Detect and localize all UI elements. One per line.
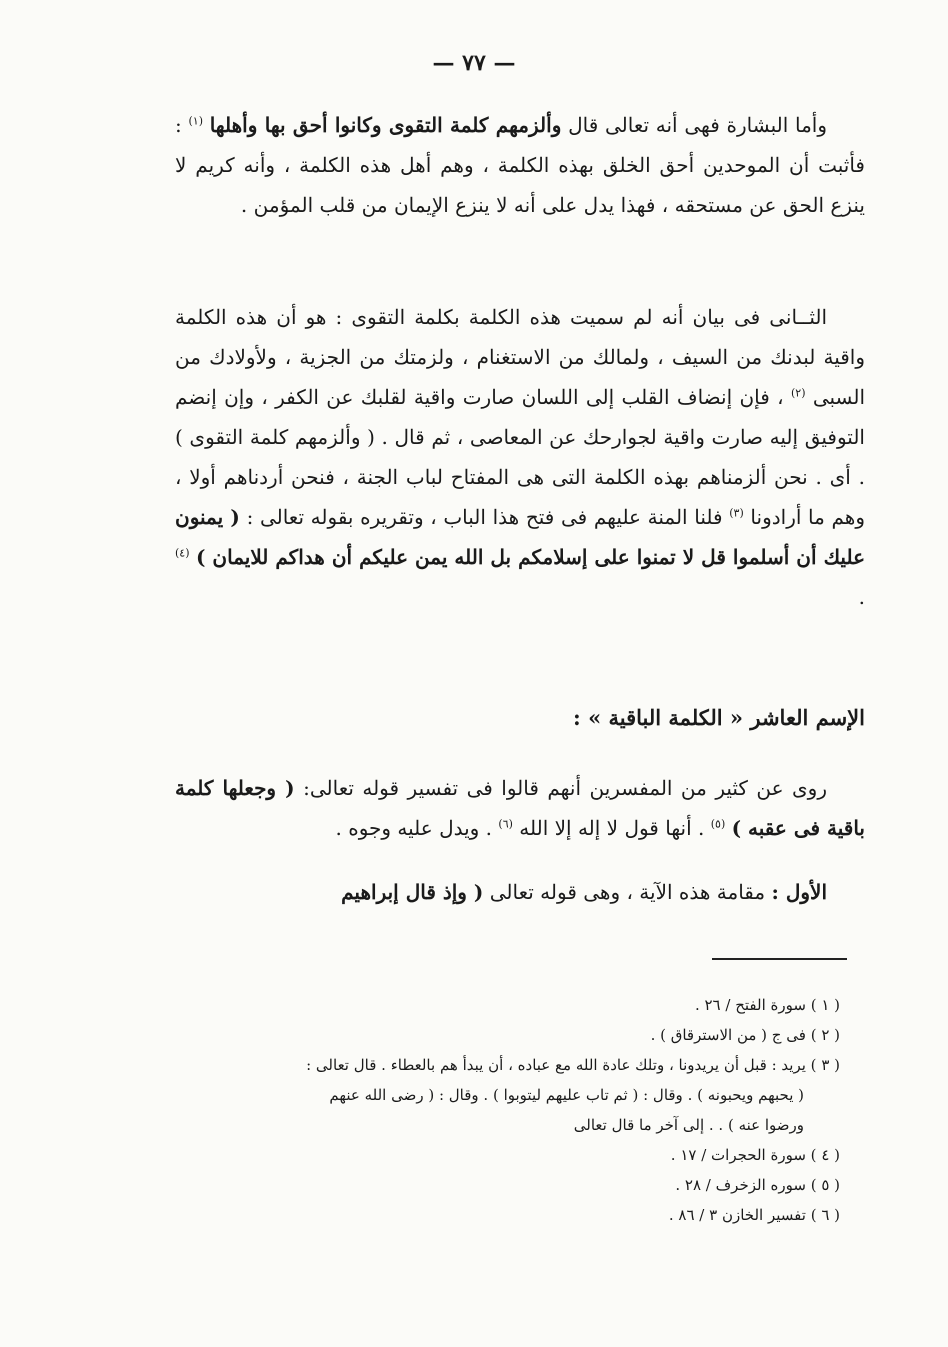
paragraph-text: . bbox=[858, 585, 865, 609]
paragraph-first-reason bbox=[175, 872, 865, 912]
paragraph-glad-tidings bbox=[175, 105, 865, 225]
footnote-marker: (١) bbox=[188, 114, 203, 128]
paragraph-text: روى عن كثير من المفسرين أنهم قالوا فى تفسير قوله تعالى: bbox=[303, 776, 828, 800]
footnote-marker: (٤) bbox=[175, 546, 190, 560]
section-heading: الإسم العاشر « الكلمة الباقية » : bbox=[573, 705, 865, 730]
footnote-1: ( ١ ) سورة الفتح / ٢٦ . bbox=[694, 996, 840, 1014]
footnote-3-continued: ( يحبهم ويحبونه ) . وقال : ( ثم تاب عليهم ليتوبوا ) . وقال : ( رضى الله عنهم bbox=[329, 1086, 804, 1104]
page-number: — ٧٧ — bbox=[432, 50, 516, 76]
quran-quote: ( يمنون عليك أن أسلموا قل لا تمنوا على إسلامكم بل الله يمن عليكم أن هداكم للايمان ) bbox=[175, 505, 866, 569]
footnote-3-continued: ورضوا عنه ) . . إلى آخر ما قال تعالى bbox=[573, 1116, 804, 1134]
paragraph-text: : فأثبت أن الموحدين أحق الخلق بهذه الكلمة ، وهم أهل هذه الكلمة ، وأنه كريم لا ينزع الحق عن مستحقه ، فهذا يدل على أنه لا ينزع الإيمان من قلب المؤمن . bbox=[175, 113, 865, 217]
footnote-marker: (٢) bbox=[790, 386, 806, 400]
paragraph-second bbox=[175, 297, 865, 617]
paragraph-text: فلنا المنة عليهم فى فتح هذا الباب ، وتقريره بقوله تعالى : bbox=[246, 505, 723, 529]
footnote-6: ( ٦ ) تفسير الخازن ٣ / ٨٦ . bbox=[668, 1206, 840, 1224]
paragraph-text: ، فإن إنضاف القلب إلى اللسان صارت واقية لقلبك عن الكفر ، وإن إنضم التوفيق إليه صارت واقية لجوارحك عن المعاصى ، ثم قال . ( وألزمهم كلمة التقوى ) . أى . نحن ألزمناهم بهذه الكلمة التى هى المفتاح لباب الجنة ، فنحن أردناهم أولا ، وهم ما أرادونا bbox=[175, 385, 866, 529]
quran-quote: ( وجعلها كلمة باقية فى عقبه ) bbox=[175, 776, 865, 840]
paragraph-text: . أنها قول لا إله إلا الله bbox=[519, 816, 705, 840]
paragraph-text: . ويدل عليه وجوه . bbox=[335, 816, 493, 840]
footnote-marker: (٣) bbox=[729, 506, 744, 520]
footnotes bbox=[170, 990, 840, 1230]
paragraph-tenth-name bbox=[175, 768, 865, 848]
footnote-divider bbox=[712, 958, 847, 960]
paragraph-text: مقامة هذه الآية ، وهى قوله تعالى bbox=[489, 880, 766, 904]
quran-quote: وألزمهم كلمة التقوى وكانوا أحق بها وأهلها bbox=[209, 113, 562, 137]
paragraph-text: وأما البشارة فهى أنه تعالى قال bbox=[568, 113, 827, 137]
footnote-marker: (٥) bbox=[710, 817, 726, 831]
footnote-4: ( ٤ ) سورة الحجرات / ١٧ . bbox=[670, 1146, 840, 1164]
footnote-5: ( ٥ ) سوره الزخرف / ٢٨ . bbox=[675, 1176, 840, 1194]
footnote-marker: (٦) bbox=[498, 817, 513, 831]
footnote-2: ( ٢ ) فى ج ( من الاسترقاق ) . bbox=[650, 1026, 840, 1044]
paragraph-text: الثــانى فى بيان أنه لم سميت هذه الكلمة بكلمة التقوى : هو أن هذه الكلمة واقية لبدنك من السيف ، ولمالك من الاستغنام ، ولزمتك من الجزية ، ولأولادك من السبى bbox=[175, 305, 866, 409]
footnote-3: ( ٣ ) يريد : قبل أن يريدونا ، وتلك عادة الله مع عباده ، أن يبدأ هم بالعطاء . قال تعالى : bbox=[306, 1056, 840, 1074]
paragraph-lead: الأول : bbox=[771, 880, 827, 904]
quran-quote: ( وإذ قال إبراهيم bbox=[341, 880, 484, 904]
